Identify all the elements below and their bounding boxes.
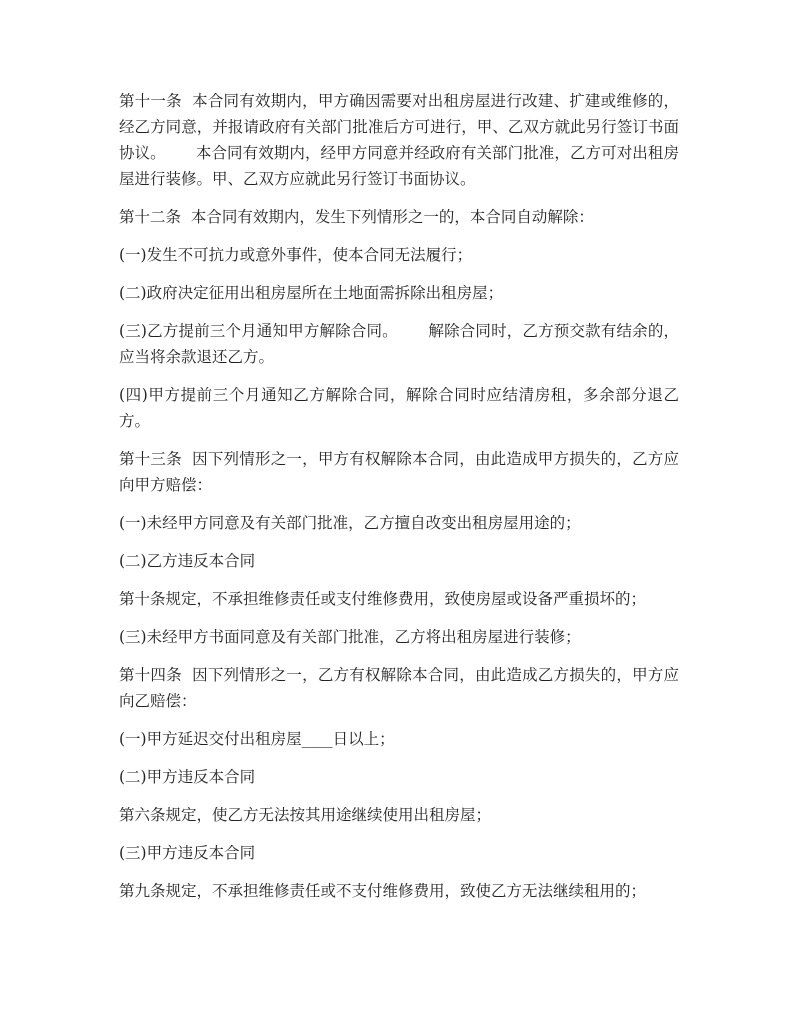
article-13-item-2-continued: 第十条规定，不承担维修责任或支付维修费用，致使房屋或设备严重损坏的；: [119, 590, 647, 608]
article-13-item-1: (一)未经甲方同意及有关部门批准，乙方擅自改变出租房屋用途的；: [119, 514, 581, 532]
article-14-item-2: (二)甲方违反本合同: [119, 768, 256, 786]
article-11-paragraph: 第十一条 本合同有效期内，甲方确因需要对出租房屋进行改建、扩建或维修的，经乙方同意，并报请政府有关部门批准后方可进行，甲、乙双方就此另行签订书面协议。 本合同有效期内，经甲方同意并经政府有关部门批准，乙方可对出租房屋进行装修。甲、乙双方应就此另行签订书面协议。: [119, 92, 679, 188]
article-14-item-3-continued: 第九条规定，不承担维修责任或不支付维修费用，致使乙方无法继续租用的；: [119, 882, 647, 900]
article-12-item-4: (四)甲方提前三个月通知乙方解除合同，解除合同时应结清房租，多余部分退乙方。: [119, 386, 679, 430]
article-14-item-2-continued: 第六条规定，使乙方无法按其用途继续使用出租房屋；: [119, 806, 492, 824]
article-13-item-3: (三)未经甲方书面同意及有关部门批准，乙方将出租房屋进行装修；: [119, 628, 581, 646]
article-13-heading: 第十三条 因下列情形之一，甲方有权解除本合同，由此造成甲方损失的，乙方应向甲方赔偿：: [119, 450, 679, 494]
document-body: [119, 88, 679, 916]
article-14-item-1: (一)甲方延迟交付出租房屋____日以上；: [119, 730, 395, 748]
article-12-item-3: (三)乙方提前三个月通知甲方解除合同。 解除合同时，乙方预交款有结余的，应当将余款退还乙方。: [119, 322, 679, 366]
article-13-item-2: (二)乙方违反本合同: [119, 552, 256, 570]
article-12-heading: 第十二条 本合同有效期内，发生下列情形之一的，本合同自动解除：: [119, 208, 594, 226]
article-14-heading: 第十四条 因下列情形之一，乙方有权解除本合同，由此造成乙方损失的，甲方应向乙赔偿：: [119, 666, 679, 710]
article-12-item-2: (二)政府决定征用出租房屋所在土地面需拆除出租房屋；: [119, 284, 504, 302]
article-14-item-3: (三)甲方违反本合同: [119, 844, 256, 862]
article-12-item-1: (一)发生不可抗力或意外事件，使本合同无法履行；: [119, 246, 473, 264]
